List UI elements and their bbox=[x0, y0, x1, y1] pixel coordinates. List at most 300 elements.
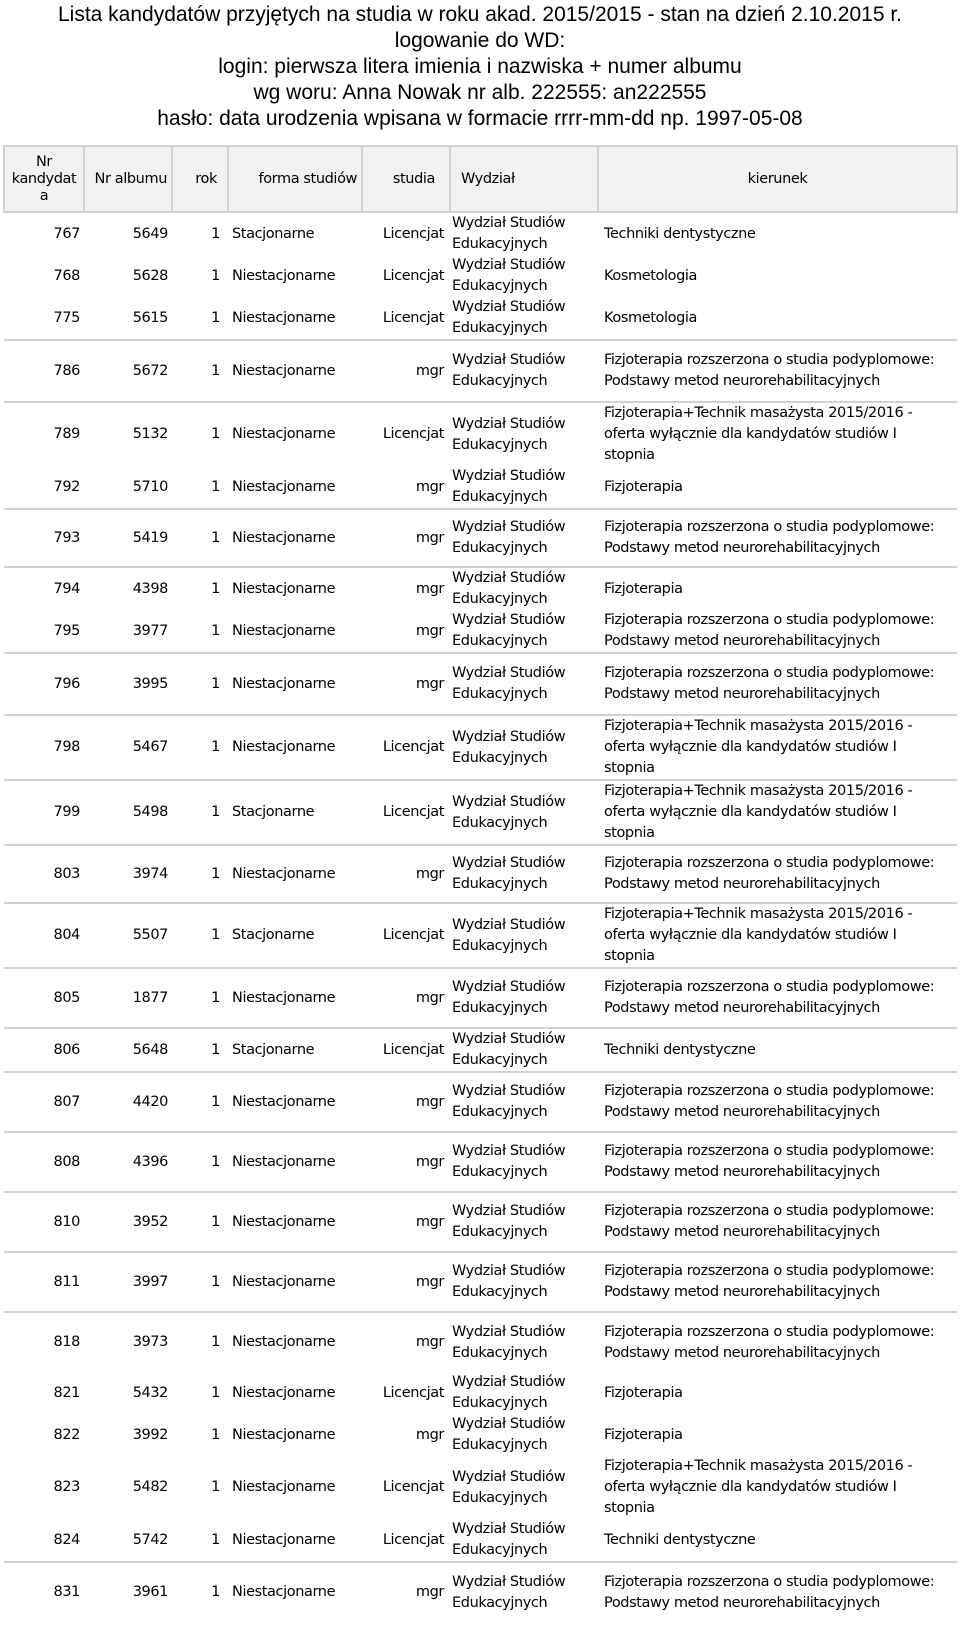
cell-album: 4420 bbox=[84, 1072, 172, 1132]
cell-forma: Niestacjonarne bbox=[228, 340, 362, 402]
kierunek-line: stopnia bbox=[604, 948, 655, 964]
wydzial-line: Wydział Studiów bbox=[452, 257, 566, 273]
wydzial-line: Wydział Studiów bbox=[452, 855, 566, 871]
wydzial-line: Edukacyjnych bbox=[452, 1284, 548, 1300]
cell-album: 5710 bbox=[132, 478, 168, 495]
cell-forma: Niestacjonarne bbox=[228, 1312, 362, 1372]
wydzial-line: Edukacyjnych bbox=[452, 1395, 548, 1411]
cell-studia: Licencjat bbox=[362, 903, 450, 968]
cell-studia: mgr bbox=[362, 968, 450, 1028]
cell-wydzial bbox=[450, 1312, 598, 1372]
cell-nr: 806 bbox=[4, 1028, 84, 1072]
cell-wydzial bbox=[450, 509, 598, 567]
cell-kierunek bbox=[598, 715, 957, 780]
cell-wydzial bbox=[450, 1072, 598, 1132]
cell-rok: 1 bbox=[211, 267, 220, 284]
kierunek-line: oferta wyłącznie dla kandydatów studiów I bbox=[604, 804, 897, 820]
cell-studia: mgr bbox=[362, 567, 450, 610]
kierunek-line: Fizjoterapia bbox=[604, 580, 683, 597]
wydzial-line: Edukacyjnych bbox=[452, 1594, 548, 1611]
cell-nr: 807 bbox=[4, 1072, 84, 1132]
cell-forma: Niestacjonarne bbox=[232, 622, 336, 639]
cell-kierunek bbox=[598, 1414, 957, 1456]
kierunek-line: Fizjoterapia rozszerzona o studia podyplomowe: bbox=[604, 1323, 935, 1340]
document-header bbox=[0, 0, 960, 132]
cell-forma: Niestacjonarne bbox=[228, 653, 362, 715]
wydzial-line: Edukacyjnych bbox=[452, 814, 548, 831]
kierunek-line: Kosmetologia bbox=[604, 309, 698, 326]
cell-rok: 1 bbox=[211, 1479, 220, 1495]
cell-studia: mgr bbox=[362, 845, 450, 903]
cell-album: 5432 bbox=[132, 1384, 168, 1401]
cell-nr: 824 bbox=[53, 1531, 80, 1548]
cell-wydzial bbox=[450, 567, 598, 610]
cell-wydzial bbox=[450, 1372, 598, 1414]
kierunek-line: Podstawy metod neurorehabilitacyjnych bbox=[604, 1104, 880, 1120]
cell-album: 5482 bbox=[132, 1479, 168, 1495]
kierunek-line: Techniki dentystyczne bbox=[604, 225, 756, 242]
column-header-kierunek: kierunek bbox=[598, 146, 957, 212]
cell-album: 5649 bbox=[132, 225, 168, 242]
table-row bbox=[4, 1028, 957, 1072]
cell-rok: 1 bbox=[172, 968, 228, 1028]
column-header-album: Nr albumu bbox=[84, 146, 172, 212]
kierunek-line: Fizjoterapia rozszerzona o studia podyplomowe: bbox=[604, 352, 935, 368]
cell-album: 3977 bbox=[132, 622, 168, 639]
cell-studia: Licencjat bbox=[382, 267, 444, 284]
cell-kierunek bbox=[598, 780, 957, 845]
wydzial-line: Edukacyjnych bbox=[452, 278, 548, 294]
wydzial-line: Wydział Studiów bbox=[452, 570, 566, 586]
wydzial-line: Wydział Studiów bbox=[452, 1374, 566, 1390]
cell-forma: Niestacjonarne bbox=[228, 845, 362, 903]
candidates-table bbox=[3, 145, 958, 1622]
table-row bbox=[4, 1456, 957, 1519]
cell-studia: Licencjat bbox=[382, 1531, 444, 1548]
cell-rok: 1 bbox=[211, 225, 220, 242]
kierunek-line: Fizjoterapia+Technik masażysta 2015/2016 - bbox=[604, 906, 913, 922]
cell-nr: 805 bbox=[4, 968, 84, 1028]
table-row bbox=[4, 402, 957, 466]
cell-studia: Licencjat bbox=[362, 402, 450, 466]
cell-rok: 1 bbox=[172, 1072, 228, 1132]
cell-nr: 767 bbox=[53, 225, 80, 242]
wydzial-line: Edukacyjnych bbox=[452, 236, 548, 252]
kierunek-line: stopnia bbox=[604, 447, 655, 463]
cell-studia: Licencjat bbox=[362, 780, 450, 845]
cell-nr: 775 bbox=[53, 309, 80, 326]
cell-wydzial bbox=[450, 1562, 598, 1622]
cell-kierunek bbox=[598, 297, 957, 340]
cell-kierunek bbox=[598, 1072, 957, 1132]
cell-studia: mgr bbox=[362, 653, 450, 715]
cell-studia: Licencjat bbox=[362, 715, 450, 780]
kierunek-line: Fizjoterapia+Technik masażysta 2015/2016 - bbox=[604, 783, 913, 799]
kierunek-line: Podstawy metod neurorehabilitacyjnych bbox=[604, 1000, 880, 1016]
table-row bbox=[4, 1519, 957, 1562]
cell-kierunek bbox=[598, 1372, 957, 1414]
table-row bbox=[4, 340, 957, 402]
cell-forma: Niestacjonarne bbox=[228, 1252, 362, 1312]
cell-nr: 811 bbox=[4, 1252, 84, 1312]
cell-forma: Niestacjonarne bbox=[228, 968, 362, 1028]
cell-album: 3973 bbox=[84, 1312, 172, 1372]
table-row bbox=[4, 1414, 957, 1456]
password-rule: hasło: data urodzenia wpisana w formacie rrrr-mm-dd np. 1997-05-08 bbox=[157, 107, 803, 130]
cell-studia: mgr bbox=[362, 340, 450, 402]
wydzial-line: Wydział Studiów bbox=[452, 793, 566, 810]
cell-nr: 823 bbox=[53, 1479, 80, 1495]
table-row bbox=[4, 466, 957, 509]
cell-rok: 1 bbox=[172, 509, 228, 567]
table-row bbox=[4, 509, 957, 567]
wydzial-line: Edukacyjnych bbox=[452, 1542, 548, 1558]
cell-album: 4398 bbox=[84, 567, 172, 610]
wydzial-line: Edukacyjnych bbox=[452, 1344, 548, 1361]
wydzial-line: Edukacyjnych bbox=[452, 937, 548, 954]
kierunek-line: Fizjoterapia rozszerzona o studia podyplomowe: bbox=[604, 519, 935, 535]
kierunek-line: Podstawy metod neurorehabilitacyjnych bbox=[604, 1284, 880, 1300]
kierunek-line: Kosmetologia bbox=[604, 267, 698, 284]
cell-studia: mgr bbox=[362, 1562, 450, 1622]
table-header-row bbox=[4, 146, 957, 212]
wydzial-line: Edukacyjnych bbox=[452, 1437, 548, 1453]
cell-kierunek bbox=[598, 845, 957, 903]
cell-wydzial bbox=[450, 610, 598, 653]
wydzial-line: Wydział Studiów bbox=[452, 352, 566, 368]
kierunek-line: Podstawy metod neurorehabilitacyjnych bbox=[604, 540, 880, 556]
cell-kierunek bbox=[598, 968, 957, 1028]
login-rule: login: pierwsza litera imienia i nazwiska + numer albumu bbox=[218, 55, 742, 78]
cell-kierunek bbox=[598, 1028, 957, 1072]
cell-forma: Stacjonarne bbox=[228, 1028, 362, 1072]
cell-forma: Stacjonarne bbox=[228, 780, 362, 845]
cell-forma: Niestacjonarne bbox=[228, 715, 362, 780]
kierunek-line: stopnia bbox=[604, 825, 655, 841]
kierunek-line: Fizjoterapia rozszerzona o studia podyplomowe: bbox=[604, 612, 935, 628]
cell-album: 5132 bbox=[84, 402, 172, 466]
cell-kierunek bbox=[598, 1562, 957, 1622]
kierunek-line: oferta wyłącznie dla kandydatów studiów I bbox=[604, 426, 897, 442]
wydzial-line: Edukacyjnych bbox=[452, 320, 548, 336]
cell-nr: 818 bbox=[4, 1312, 84, 1372]
cell-forma: Niestacjonarne bbox=[228, 509, 362, 567]
cell-wydzial bbox=[450, 1028, 598, 1072]
table-row bbox=[4, 212, 957, 255]
cell-studia: mgr bbox=[362, 509, 450, 567]
wydzial-line: Edukacyjnych bbox=[452, 1000, 548, 1016]
cell-wydzial bbox=[450, 1192, 598, 1252]
cell-album: 3961 bbox=[84, 1562, 172, 1622]
kierunek-line: stopnia bbox=[604, 1500, 655, 1516]
cell-studia: Licencjat bbox=[382, 1479, 444, 1495]
cell-wydzial bbox=[450, 1252, 598, 1312]
cell-album: 4396 bbox=[84, 1132, 172, 1192]
cell-nr: 810 bbox=[4, 1192, 84, 1252]
cell-album: 3952 bbox=[84, 1192, 172, 1252]
kierunek-line: Fizjoterapia rozszerzona o studia podyplomowe: bbox=[604, 1573, 935, 1590]
kierunek-line: Podstawy metod neurorehabilitacyjnych bbox=[604, 1164, 880, 1180]
cell-album: 5628 bbox=[132, 267, 168, 284]
cell-wydzial bbox=[450, 1414, 598, 1456]
cell-wydzial bbox=[450, 340, 598, 402]
cell-rok: 1 bbox=[172, 340, 228, 402]
wydzial-line: Wydział Studiów bbox=[452, 299, 566, 315]
kierunek-line: oferta wyłącznie dla kandydatów studiów I bbox=[604, 927, 897, 943]
kierunek-line: Fizjoterapia bbox=[604, 478, 683, 495]
cell-forma: Niestacjonarne bbox=[228, 567, 362, 610]
cell-forma: Niestacjonarne bbox=[232, 1384, 336, 1401]
kierunek-line: Podstawy metod neurorehabilitacyjnych bbox=[604, 1224, 880, 1240]
table-row bbox=[4, 903, 957, 968]
wydzial-line: Wydział Studiów bbox=[452, 1573, 566, 1590]
cell-wydzial bbox=[450, 1456, 598, 1519]
kierunek-line: Podstawy metod neurorehabilitacyjnych bbox=[604, 373, 880, 389]
wydzial-line: Edukacyjnych bbox=[452, 876, 548, 892]
cell-kierunek bbox=[598, 1192, 957, 1252]
cell-album: 3974 bbox=[84, 845, 172, 903]
cell-wydzial bbox=[450, 466, 598, 509]
wydzial-line: Edukacyjnych bbox=[452, 540, 548, 556]
wydzial-line: Edukacyjnych bbox=[452, 373, 548, 389]
cell-nr: 804 bbox=[4, 903, 84, 968]
kierunek-line: stopnia bbox=[604, 760, 655, 776]
cell-rok: 1 bbox=[211, 1531, 220, 1548]
cell-forma: Niestacjonarne bbox=[232, 1531, 336, 1548]
cell-rok: 1 bbox=[172, 845, 228, 903]
kierunek-line: Fizjoterapia rozszerzona o studia podyplomowe: bbox=[604, 1083, 935, 1099]
cell-nr: 796 bbox=[4, 653, 84, 715]
cell-album: 3997 bbox=[84, 1252, 172, 1312]
cell-wydzial bbox=[450, 1519, 598, 1562]
wydzial-line: Wydział Studiów bbox=[452, 728, 566, 745]
wydzial-line: Edukacyjnych bbox=[452, 749, 548, 766]
login-example: wg woru: Anna Nowak nr alb. 222555: an222555 bbox=[253, 81, 707, 104]
cell-kierunek bbox=[598, 402, 957, 466]
wydzial-line: Edukacyjnych bbox=[452, 1052, 548, 1068]
cell-nr: 803 bbox=[4, 845, 84, 903]
cell-kierunek bbox=[598, 1252, 957, 1312]
cell-wydzial bbox=[450, 1132, 598, 1192]
wydzial-line: Wydział Studiów bbox=[452, 612, 566, 628]
cell-forma: Niestacjonarne bbox=[228, 402, 362, 466]
cell-rok: 1 bbox=[172, 653, 228, 715]
cell-nr: 798 bbox=[4, 715, 84, 780]
cell-album: 5419 bbox=[84, 509, 172, 567]
cell-rok: 1 bbox=[172, 1028, 228, 1072]
wydzial-line: Wydział Studiów bbox=[452, 519, 566, 535]
cell-rok: 1 bbox=[172, 567, 228, 610]
document-title: Lista kandydatów przyjętych na studia w roku akad. 2015/2015 - stan na dzień 2.10.2015 r. bbox=[57, 3, 903, 26]
column-header-forma: forma studiów bbox=[228, 146, 362, 212]
login-heading: logowanie do WD: bbox=[394, 29, 566, 52]
cell-album: 5742 bbox=[132, 1531, 168, 1548]
kierunek-line: Podstawy metod neurorehabilitacyjnych bbox=[604, 1344, 880, 1361]
wydzial-line: Edukacyjnych bbox=[452, 489, 548, 505]
cell-studia: mgr bbox=[362, 1252, 450, 1312]
table-row bbox=[4, 1312, 957, 1372]
kierunek-line: Techniki dentystyczne bbox=[604, 1531, 756, 1548]
cell-kierunek bbox=[598, 212, 957, 255]
wydzial-line: Edukacyjnych bbox=[452, 591, 548, 607]
kierunek-line: Fizjoterapia rozszerzona o studia podyplomowe: bbox=[604, 665, 935, 681]
wydzial-line: Wydział Studiów bbox=[452, 1263, 566, 1279]
table-row bbox=[4, 1192, 957, 1252]
cell-nr: 786 bbox=[4, 340, 84, 402]
wydzial-line: Wydział Studiów bbox=[452, 1083, 566, 1099]
wydzial-line: Wydział Studiów bbox=[452, 916, 566, 933]
wydzial-line: Edukacyjnych bbox=[452, 686, 548, 702]
column-header-rok: rok bbox=[172, 146, 228, 212]
table-row bbox=[4, 1132, 957, 1192]
table-row bbox=[4, 653, 957, 715]
cell-kierunek bbox=[598, 1312, 957, 1372]
wydzial-line: Wydział Studiów bbox=[452, 1203, 566, 1219]
cell-album: 5672 bbox=[84, 340, 172, 402]
table-row bbox=[4, 780, 957, 845]
cell-studia: mgr bbox=[415, 1426, 444, 1443]
kierunek-line: Podstawy metod neurorehabilitacyjnych bbox=[604, 633, 880, 649]
cell-studia: mgr bbox=[415, 622, 444, 639]
cell-album: 5507 bbox=[84, 903, 172, 968]
cell-studia: Licencjat bbox=[382, 309, 444, 326]
cell-rok: 1 bbox=[172, 780, 228, 845]
kierunek-line: Fizjoterapia bbox=[604, 1384, 683, 1401]
cell-nr: 795 bbox=[53, 622, 80, 639]
table-row bbox=[4, 968, 957, 1028]
cell-kierunek bbox=[598, 653, 957, 715]
wydzial-line: Edukacyjnych bbox=[452, 1224, 548, 1240]
cell-forma: Stacjonarne bbox=[232, 225, 315, 242]
kierunek-line: Fizjoterapia+Technik masażysta 2015/2016 - bbox=[604, 405, 913, 421]
kierunek-line: Fizjoterapia rozszerzona o studia podyplomowe: bbox=[604, 979, 935, 995]
cell-rok: 1 bbox=[211, 478, 220, 495]
cell-rok: 1 bbox=[211, 622, 220, 639]
cell-kierunek bbox=[598, 509, 957, 567]
wydzial-line: Edukacyjnych bbox=[452, 1489, 548, 1506]
wydzial-line: Edukacyjnych bbox=[452, 1104, 548, 1120]
table-row bbox=[4, 255, 957, 297]
kierunek-line: oferta wyłącznie dla kandydatów studiów I bbox=[604, 1479, 897, 1495]
candidates-table-wrapper bbox=[3, 145, 956, 1622]
cell-rok: 1 bbox=[211, 1426, 220, 1443]
wydzial-line: Wydział Studiów bbox=[452, 415, 566, 432]
cell-album: 1877 bbox=[84, 968, 172, 1028]
kierunek-line: Techniki dentystyczne bbox=[604, 1041, 756, 1058]
cell-rok: 1 bbox=[172, 1312, 228, 1372]
cell-kierunek bbox=[598, 340, 957, 402]
table-row bbox=[4, 1072, 957, 1132]
cell-wydzial bbox=[450, 903, 598, 968]
cell-rok: 1 bbox=[211, 309, 220, 326]
column-header-nr: Nr kandydat a bbox=[4, 146, 84, 212]
cell-kierunek bbox=[598, 903, 957, 968]
kierunek-line: Podstawy metod neurorehabilitacyjnych bbox=[604, 876, 880, 892]
wydzial-line: Wydział Studiów bbox=[452, 1143, 566, 1159]
cell-nr: 808 bbox=[4, 1132, 84, 1192]
cell-album: 3992 bbox=[132, 1426, 168, 1443]
cell-forma: Niestacjonarne bbox=[232, 267, 336, 284]
table-row bbox=[4, 845, 957, 903]
cell-album: 5498 bbox=[84, 780, 172, 845]
wydzial-line: Wydział Studiów bbox=[452, 1468, 566, 1485]
wydzial-line: Wydział Studiów bbox=[452, 979, 566, 995]
cell-wydzial bbox=[450, 780, 598, 845]
cell-nr: 792 bbox=[53, 478, 80, 495]
cell-rok: 1 bbox=[172, 903, 228, 968]
wydzial-line: Wydział Studiów bbox=[452, 1323, 566, 1340]
cell-wydzial bbox=[450, 212, 598, 255]
cell-nr: 794 bbox=[4, 567, 84, 610]
cell-studia: mgr bbox=[415, 478, 444, 495]
cell-forma: Niestacjonarne bbox=[228, 1562, 362, 1622]
kierunek-line: Fizjoterapia bbox=[604, 1426, 683, 1443]
cell-studia: Licencjat bbox=[382, 225, 444, 242]
table-body bbox=[4, 212, 957, 1622]
table-row bbox=[4, 1372, 957, 1414]
cell-wydzial bbox=[450, 653, 598, 715]
cell-studia: Licencjat bbox=[362, 1028, 450, 1072]
cell-kierunek bbox=[598, 610, 957, 653]
cell-forma: Stacjonarne bbox=[228, 903, 362, 968]
kierunek-line: Fizjoterapia+Technik masażysta 2015/2016 - bbox=[604, 718, 913, 734]
cell-forma: Niestacjonarne bbox=[232, 478, 336, 495]
cell-forma: Niestacjonarne bbox=[232, 1479, 336, 1495]
cell-wydzial bbox=[450, 715, 598, 780]
table-row bbox=[4, 610, 957, 653]
wydzial-line: Wydział Studiów bbox=[452, 1031, 566, 1047]
kierunek-line: Podstawy metod neurorehabilitacyjnych bbox=[604, 686, 880, 702]
cell-nr: 768 bbox=[53, 267, 80, 284]
cell-nr: 831 bbox=[4, 1562, 84, 1622]
cell-album: 5467 bbox=[84, 715, 172, 780]
cell-rok: 1 bbox=[172, 1252, 228, 1312]
table-row bbox=[4, 297, 957, 340]
cell-album: 5648 bbox=[84, 1028, 172, 1072]
kierunek-line: Podstawy metod neurorehabilitacyjnych bbox=[604, 1594, 880, 1611]
cell-kierunek bbox=[598, 1132, 957, 1192]
cell-studia: Licencjat bbox=[382, 1384, 444, 1401]
cell-forma: Niestacjonarne bbox=[232, 309, 336, 326]
cell-kierunek bbox=[598, 255, 957, 297]
cell-wydzial bbox=[450, 402, 598, 466]
kierunek-line: oferta wyłącznie dla kandydatów studiów I bbox=[604, 739, 897, 755]
cell-rok: 1 bbox=[172, 1192, 228, 1252]
kierunek-line: Fizjoterapia rozszerzona o studia podyplomowe: bbox=[604, 855, 935, 871]
cell-kierunek bbox=[598, 466, 957, 509]
cell-wydzial bbox=[450, 297, 598, 340]
table-row bbox=[4, 1252, 957, 1312]
column-header-studia: studia bbox=[362, 146, 450, 212]
table-row bbox=[4, 1562, 957, 1622]
wydzial-line: Wydział Studiów bbox=[452, 1521, 566, 1537]
table-row bbox=[4, 567, 957, 610]
kierunek-line: Fizjoterapia rozszerzona o studia podyplomowe: bbox=[604, 1263, 935, 1279]
wydzial-line: Edukacyjnych bbox=[452, 633, 548, 649]
wydzial-line: Wydział Studiów bbox=[452, 1416, 566, 1432]
cell-album: 3995 bbox=[84, 653, 172, 715]
kierunek-line: Fizjoterapia rozszerzona o studia podyplomowe: bbox=[604, 1143, 935, 1159]
cell-nr: 822 bbox=[53, 1426, 80, 1443]
cell-nr: 789 bbox=[4, 402, 84, 466]
cell-wydzial bbox=[450, 968, 598, 1028]
cell-studia: mgr bbox=[362, 1072, 450, 1132]
wydzial-line: Edukacyjnych bbox=[452, 1164, 548, 1180]
cell-forma: Niestacjonarne bbox=[232, 1426, 336, 1443]
cell-studia: mgr bbox=[362, 1132, 450, 1192]
cell-wydzial bbox=[450, 255, 598, 297]
cell-rok: 1 bbox=[172, 1562, 228, 1622]
